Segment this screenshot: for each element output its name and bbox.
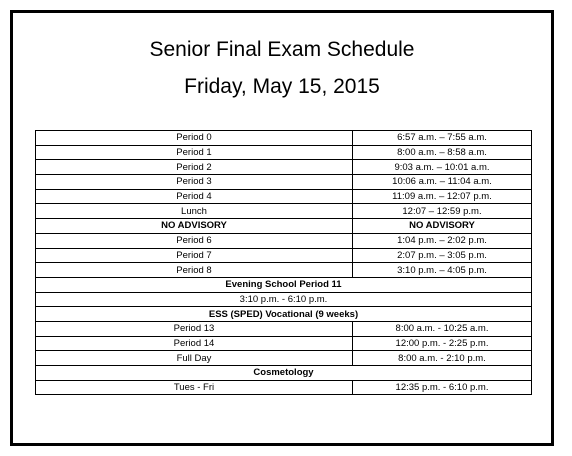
table-row	[36, 351, 532, 366]
period-cell: Full Day	[36, 351, 353, 366]
time-cell: 8:00 a.m. - 10:25 a.m.	[353, 321, 532, 336]
time-cell: 12:00 p.m. - 2:25 p.m.	[353, 336, 532, 351]
time-cell: NO ADVISORY	[353, 219, 532, 234]
time-cell: 1:04 p.m. – 2:02 p.m.	[353, 233, 532, 248]
period-cell: Period 13	[36, 321, 353, 336]
section-header-cell: ESS (SPED) Vocational (9 weeks)	[36, 307, 532, 322]
table-row	[36, 189, 532, 204]
table-row	[36, 366, 532, 381]
period-cell: Period 2	[36, 160, 353, 175]
table-row	[36, 233, 532, 248]
table-row	[36, 380, 532, 395]
period-cell: NO ADVISORY	[36, 219, 353, 234]
section-time-cell: 3:10 p.m. - 6:10 p.m.	[36, 292, 532, 307]
time-cell: 6:57 a.m. – 7:55 a.m.	[353, 131, 532, 146]
time-cell: 10:06 a.m. – 11:04 a.m.	[353, 175, 532, 190]
time-cell: 2:07 p.m. – 3:05 p.m.	[353, 248, 532, 263]
time-cell: 12:35 p.m. - 6:10 p.m.	[353, 380, 532, 395]
page-title: Senior Final Exam Schedule	[149, 38, 415, 61]
time-cell: 9:03 a.m. – 10:01 a.m.	[353, 160, 532, 175]
period-cell: Tues - Fri	[36, 380, 353, 395]
period-cell: Period 7	[36, 248, 353, 263]
period-cell: Lunch	[36, 204, 353, 219]
section-header-cell: Evening School Period 11	[36, 277, 532, 292]
table-row	[36, 263, 532, 278]
time-cell: 8:00 a.m. – 8:58 a.m.	[353, 145, 532, 160]
table-row	[36, 204, 532, 219]
table-row	[36, 292, 532, 307]
table-row	[36, 277, 532, 292]
time-cell: 8:00 a.m. - 2:10 p.m.	[353, 351, 532, 366]
schedule-date: Friday, May 15, 2015	[184, 75, 380, 98]
period-cell: Period 0	[36, 131, 353, 146]
period-cell: Period 3	[36, 175, 353, 190]
time-cell: 3:10 p.m. – 4:05 p.m.	[353, 263, 532, 278]
period-cell: Period 4	[36, 189, 353, 204]
period-cell: Period 14	[36, 336, 353, 351]
time-cell: 12:07 – 12:59 p.m.	[353, 204, 532, 219]
table-row	[36, 160, 532, 175]
time-cell: 11:09 a.m. – 12:07 p.m.	[353, 189, 532, 204]
schedule-table	[35, 130, 532, 395]
table-row	[36, 307, 532, 322]
period-cell: Period 1	[36, 145, 353, 160]
table-row	[36, 248, 532, 263]
period-cell: Period 8	[36, 263, 353, 278]
page-frame	[10, 10, 554, 446]
table-row	[36, 321, 532, 336]
table-row	[36, 336, 532, 351]
section-header-cell: Cosmetology	[36, 366, 532, 381]
table-row	[36, 219, 532, 234]
table-row	[36, 131, 532, 146]
period-cell: Period 6	[36, 233, 353, 248]
table-row	[36, 175, 532, 190]
table-row	[36, 145, 532, 160]
schedule-table-body	[36, 131, 532, 395]
